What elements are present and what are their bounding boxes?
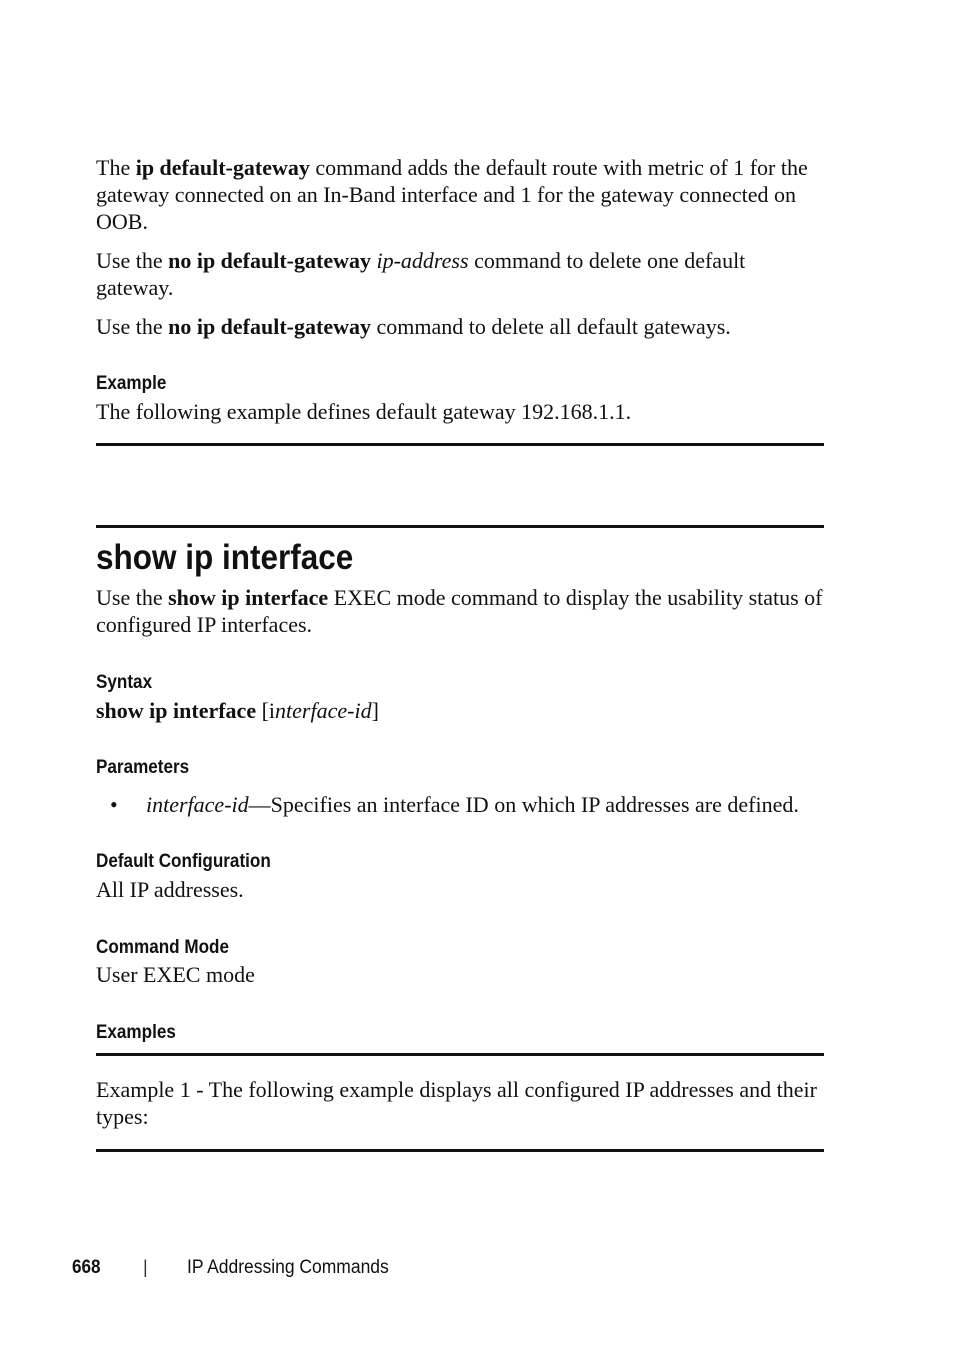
example-1-paragraph [96,1076,824,1130]
text: The [96,155,136,180]
example-text: The following example defines default gateway 192.168.1.1. [96,399,632,424]
text: command adds the default route with metric of 1 for the gateway connected on an In-Band interface and 1 for the gateway connected on OOB. [96,155,808,234]
text: - The following example displays all configured IP addresses and their types: [96,1077,817,1129]
footer-separator: | [143,1257,148,1277]
intro-paragraph-2 [96,247,824,301]
bullet-icon: • [110,792,118,817]
command-name: show ip interface [168,585,329,610]
section-divider [96,443,824,446]
default-configuration-heading: Default Configuration [96,851,271,872]
parameter-item [146,791,836,818]
example-heading: Example [96,373,167,394]
parameter-name: interface-id [146,792,249,817]
title-rule [96,525,824,528]
command-argument: ip-address [376,248,469,273]
command-mode-text: User EXEC mode [96,962,255,987]
text: Use the [96,248,169,273]
command-name: show ip interface [96,698,257,723]
command-name: no ip default-gateway [168,248,371,273]
bracket-close: ] [371,698,379,723]
example-label: Example 1 [96,1077,191,1102]
text: command to delete one default gateway. [96,248,746,300]
section-description [96,584,824,638]
command-name: no ip default-gateway [168,314,371,339]
parameter-description: —Specifies an interface ID on which IP addresses are defined. [248,792,799,817]
command-name: ip default-gateway [135,155,310,180]
intro-paragraph-1 [96,154,824,235]
text: command to delete all default gateways. [370,314,731,339]
examples-heading: Examples [96,1022,176,1043]
examples-rule [96,1053,824,1056]
page-number: 668 [72,1257,101,1278]
chapter-title: IP Addressing Commands [187,1257,389,1278]
examples-bottom-rule [96,1149,824,1152]
text: EXEC mode command to display the usability status of configured IP interfaces. [96,585,823,637]
section-title: show ip interface [96,538,354,577]
intro-paragraph-3 [96,313,824,340]
text: Use the [96,314,169,339]
command-argument: nterface-id [275,698,372,723]
parameters-heading: Parameters [96,757,190,778]
syntax-heading: Syntax [96,672,153,693]
default-configuration-text: All IP addresses. [96,877,244,902]
bracket-open: [i [256,698,276,723]
syntax-line [96,697,824,724]
text: Use the [96,585,169,610]
command-mode-heading: Command Mode [96,937,230,958]
